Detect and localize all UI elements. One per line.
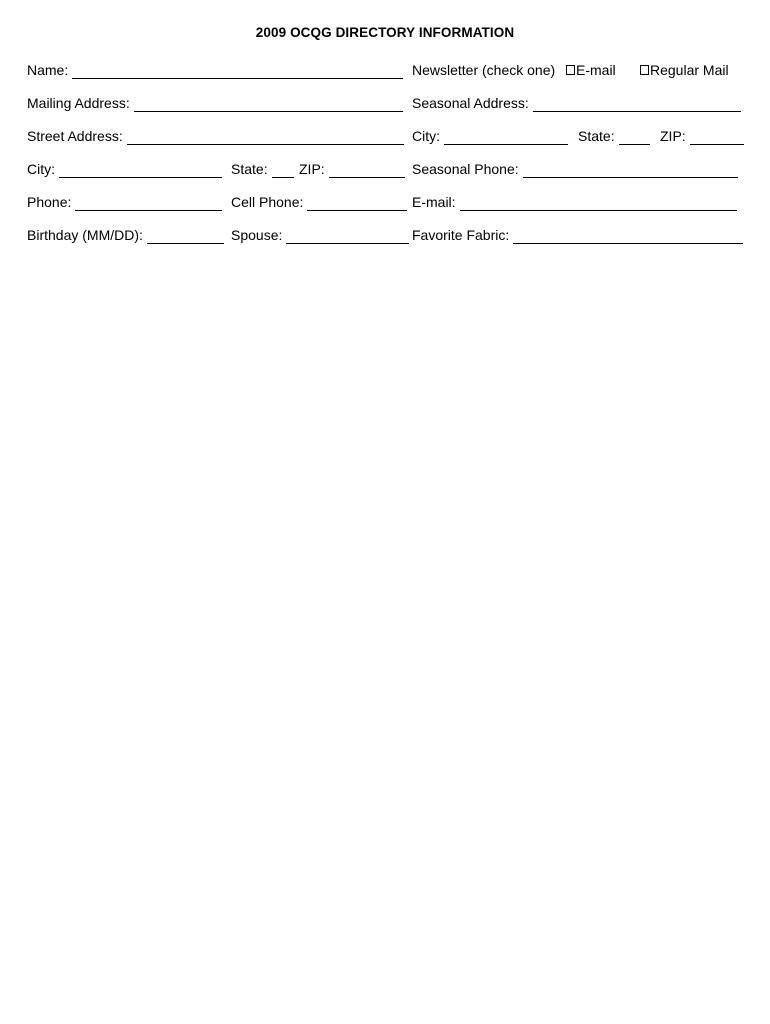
zip-label: ZIP: xyxy=(299,161,325,177)
seasonal-address-label: Seasonal Address: xyxy=(412,95,529,111)
newsletter-email-option[interactable] xyxy=(566,61,616,79)
zip-line[interactable] xyxy=(329,164,405,178)
cell-phone-line[interactable] xyxy=(307,197,407,211)
birthday-line[interactable] xyxy=(147,230,224,244)
spouse-line[interactable] xyxy=(286,230,409,244)
row-phone xyxy=(0,193,770,211)
row-city xyxy=(0,160,770,178)
row-name xyxy=(0,61,770,79)
name-label: Name: xyxy=(27,62,69,78)
newsletter-regular-option[interactable] xyxy=(640,61,729,79)
seasonal-zip-line[interactable] xyxy=(690,131,744,145)
zip-field[interactable] xyxy=(299,160,405,178)
phone-field[interactable] xyxy=(27,193,222,211)
spouse-label: Spouse: xyxy=(231,227,283,243)
newsletter-regular-label: Regular Mail xyxy=(650,62,729,78)
newsletter-email-label: E-mail xyxy=(576,62,616,78)
phone-line[interactable] xyxy=(75,197,222,211)
row-birthday xyxy=(0,226,770,244)
favorite-fabric-field[interactable] xyxy=(412,226,743,244)
street-address-line[interactable] xyxy=(127,131,404,145)
email-label: E-mail: xyxy=(412,194,456,210)
seasonal-state-line[interactable] xyxy=(619,131,650,145)
mailing-address-field[interactable] xyxy=(27,94,403,112)
seasonal-address-line[interactable] xyxy=(533,98,741,112)
phone-label: Phone: xyxy=(27,194,72,210)
seasonal-city-label: City: xyxy=(412,128,440,144)
state-label: State: xyxy=(231,161,268,177)
newsletter-regular-checkbox[interactable] xyxy=(640,65,649,75)
street-address-label: Street Address: xyxy=(27,128,123,144)
birthday-label: Birthday (MM/DD): xyxy=(27,227,143,243)
favorite-fabric-line[interactable] xyxy=(513,230,743,244)
email-line[interactable] xyxy=(460,197,737,211)
spouse-field[interactable] xyxy=(231,226,409,244)
newsletter-field xyxy=(412,61,562,79)
mailing-address-label: Mailing Address: xyxy=(27,95,130,111)
city-field[interactable] xyxy=(27,160,222,178)
row-street xyxy=(0,127,770,145)
favorite-fabric-label: Favorite Fabric: xyxy=(412,227,510,243)
row-address xyxy=(0,94,770,112)
seasonal-address-field[interactable] xyxy=(412,94,741,112)
state-line[interactable] xyxy=(272,164,294,178)
state-field[interactable] xyxy=(231,160,294,178)
city-label: City: xyxy=(27,161,55,177)
cell-phone-field[interactable] xyxy=(231,193,407,211)
name-field[interactable] xyxy=(27,61,403,79)
cell-phone-label: Cell Phone: xyxy=(231,194,304,210)
newsletter-email-checkbox[interactable] xyxy=(566,65,575,75)
seasonal-phone-field[interactable] xyxy=(412,160,738,178)
seasonal-state-field[interactable] xyxy=(578,127,650,145)
email-field[interactable] xyxy=(412,193,737,211)
birthday-field[interactable] xyxy=(27,226,224,244)
street-address-field[interactable] xyxy=(27,127,404,145)
mailing-address-line[interactable] xyxy=(134,98,403,112)
seasonal-city-line[interactable] xyxy=(444,131,568,145)
newsletter-label: Newsletter (check one) xyxy=(412,62,556,78)
seasonal-city-field[interactable] xyxy=(412,127,568,145)
seasonal-zip-field[interactable] xyxy=(660,127,744,145)
city-line[interactable] xyxy=(59,164,222,178)
seasonal-zip-label: ZIP: xyxy=(660,128,686,144)
form-title: 2009 OCQG DIRECTORY INFORMATION xyxy=(255,25,515,40)
name-line[interactable] xyxy=(72,65,403,79)
seasonal-phone-line[interactable] xyxy=(523,164,738,178)
seasonal-state-label: State: xyxy=(578,128,615,144)
seasonal-phone-label: Seasonal Phone: xyxy=(412,161,519,177)
